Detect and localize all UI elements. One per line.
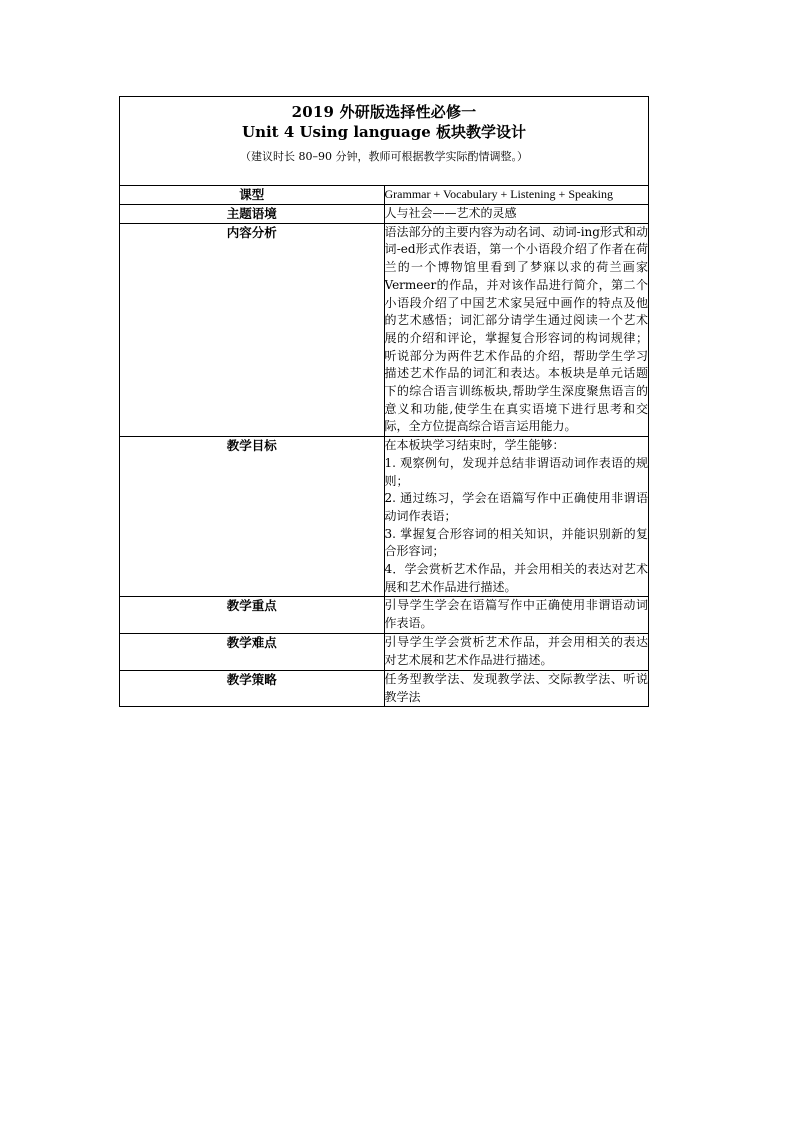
teaching-strategy-value: 任务型教学法、发现教学法、交际教学法、听说教学法 xyxy=(384,670,649,706)
teaching-goals-row xyxy=(120,437,649,597)
document-title-line-2: Unit 4 Using language 板块教学设计 xyxy=(241,123,527,141)
teaching-goal-item: 3. 掌握复合形容词的相关知识，并能识别新的复合形容词； xyxy=(384,526,648,559)
theme-context-row xyxy=(120,204,649,223)
teaching-difficulty-label: 教学难点 xyxy=(120,633,385,670)
teaching-focus-label: 教学重点 xyxy=(120,597,385,633)
content-analysis-row xyxy=(120,223,649,436)
course-type-row xyxy=(120,186,649,205)
teaching-strategy-label: 教学策略 xyxy=(120,670,385,706)
content-analysis-value: 语法部分的主要内容为动名词、动词-ing形式和动词-ed形式作表语，第一个小语段介绍了作者在荷兰的一个博物馆里看到了梦寐以求的荷兰画家Vermeer的作品，并对该作品进行简介，第二个小语段介绍了中国艺术家吴冠中画作的特点及他的艺术感悟；词汇部分请学生通过阅读一个艺术展的介绍和评论，掌握复合形容词的构词规律；听说部分为两件艺术作品的介绍，帮助学生学习描述艺术作品的词汇和表达。本板块是单元话题下的综合语言训练板块,帮助学生深度聚焦语言的意义和功能,使学生在真实语境下进行思考和交际，全方位提高综合语言运用能力。 xyxy=(384,223,649,436)
header-row xyxy=(120,97,649,186)
content-analysis-label: 内容分析 xyxy=(120,223,385,436)
teaching-focus-row xyxy=(120,597,649,633)
document-title-line-1: 2019 外研版选择性必修一 xyxy=(291,103,477,121)
theme-context-value: 人与社会——艺术的灵感 xyxy=(384,204,649,223)
course-type-label: 课型 xyxy=(120,186,385,205)
teaching-goal-item: 1. 观察例句，发现并总结非谓语动词作表语的规则； xyxy=(384,455,648,488)
header-cell xyxy=(120,97,649,186)
teaching-difficulty-row xyxy=(120,633,649,670)
teaching-strategy-row xyxy=(120,670,649,706)
teaching-goal-item: 2. 通过练习，学会在语篇写作中正确使用非谓语动词作表语； xyxy=(384,491,648,523)
teaching-goals-intro: 在本板块学习结束时，学生能够： xyxy=(384,438,565,453)
teaching-goals-value xyxy=(384,437,649,597)
teaching-goals-label: 教学目标 xyxy=(120,437,385,597)
teaching-goal-item: 4．学会赏析艺术作品，并会用相关的表达对艺术展和艺术作品进行描述。 xyxy=(384,562,648,594)
lesson-plan-table xyxy=(119,96,649,707)
theme-context-label: 主题语境 xyxy=(120,204,385,223)
teaching-focus-value: 引导学生学会在语篇写作中正确使用非谓语动词作表语。 xyxy=(384,597,649,633)
duration-advice-note: （建议时长 80–90 分钟，教师可根据教学实际酌情调整。） xyxy=(240,150,528,163)
course-type-value: Grammar + Vocabulary + Listening + Speaking xyxy=(384,186,649,205)
teaching-difficulty-value: 引导学生学会赏析艺术作品，并会用相关的表达对艺术展和艺术作品进行描述。 xyxy=(384,633,649,670)
